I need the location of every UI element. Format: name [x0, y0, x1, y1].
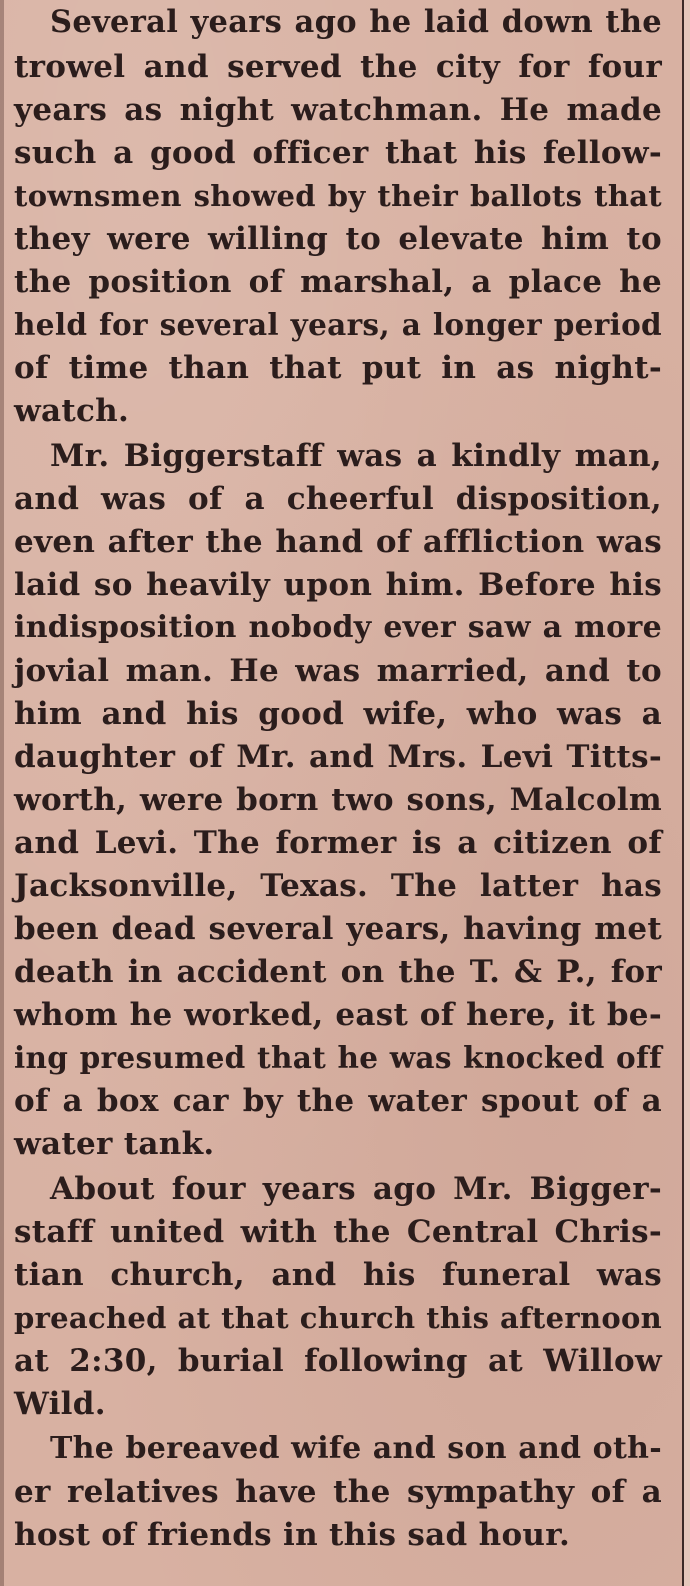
text-line: townsmen showed by their ballots that: [14, 179, 662, 213]
text-line: even after the hand of affliction was: [14, 524, 662, 560]
text-line: whom he worked, east of here, it be-: [14, 997, 662, 1033]
text-line: jovial man. He was married, and to: [14, 653, 662, 689]
text-line: water tank.: [14, 1126, 215, 1162]
text-line: him and his good wife, who was a: [14, 696, 662, 732]
text-line: staff united with the Central Chris-: [14, 1214, 662, 1250]
text-line: daughter of Mr. and Mrs. Levi Titts-: [14, 739, 662, 775]
text-line: and Levi. The former is a citizen of: [14, 825, 662, 861]
text-line: trowel and served the city for four: [14, 49, 662, 85]
text-line: such a good officer that his fellow-: [14, 135, 662, 171]
left-column-rule: [0, 0, 4, 1586]
text-line: preached at that church this afternoon: [14, 1301, 662, 1335]
text-line: years as night watchman. He made: [14, 92, 662, 128]
text-line: been dead several years, having met: [14, 911, 662, 947]
text-line: at 2:30, burial following at Willow: [14, 1343, 662, 1379]
text-line: er relatives have the sympathy of a: [14, 1474, 662, 1510]
text-line: Mr. Biggerstaff was a kindly man,: [50, 438, 662, 474]
text-line: death in accident on the T. & P., for: [14, 954, 662, 990]
text-line: The bereaved wife and son and oth-: [50, 1431, 662, 1466]
text-line: About four years ago Mr. Bigger-: [50, 1171, 662, 1207]
text-line: tian church, and his funeral was: [14, 1257, 662, 1293]
text-line: watch.: [14, 393, 130, 429]
text-line: indisposition nobody ever saw a more: [14, 610, 662, 645]
text-line: Several years ago he laid down the: [50, 4, 662, 40]
text-line: worth, were born two sons, Malcolm: [14, 782, 662, 818]
text-line: held for several years, a longer period: [14, 307, 662, 342]
text-line: they were willing to elevate him to: [14, 221, 662, 257]
text-line: laid so heavily upon him. Before his: [14, 567, 662, 603]
text-line: of time than that put in as night-: [14, 350, 662, 386]
right-margin: [684, 0, 690, 1586]
text-line: host of friends in this sad hour.: [14, 1517, 571, 1553]
text-line: Jacksonville, Texas. The latter has: [14, 868, 662, 904]
text-line: ing presumed that he was knocked off: [14, 1040, 662, 1075]
text-line: the position of marshal, a place he: [14, 264, 662, 300]
text-line: of a box car by the water spout of a: [14, 1083, 662, 1119]
text-line: Wild.: [14, 1386, 106, 1422]
text-line: and was of a cheerful disposition,: [14, 481, 662, 517]
